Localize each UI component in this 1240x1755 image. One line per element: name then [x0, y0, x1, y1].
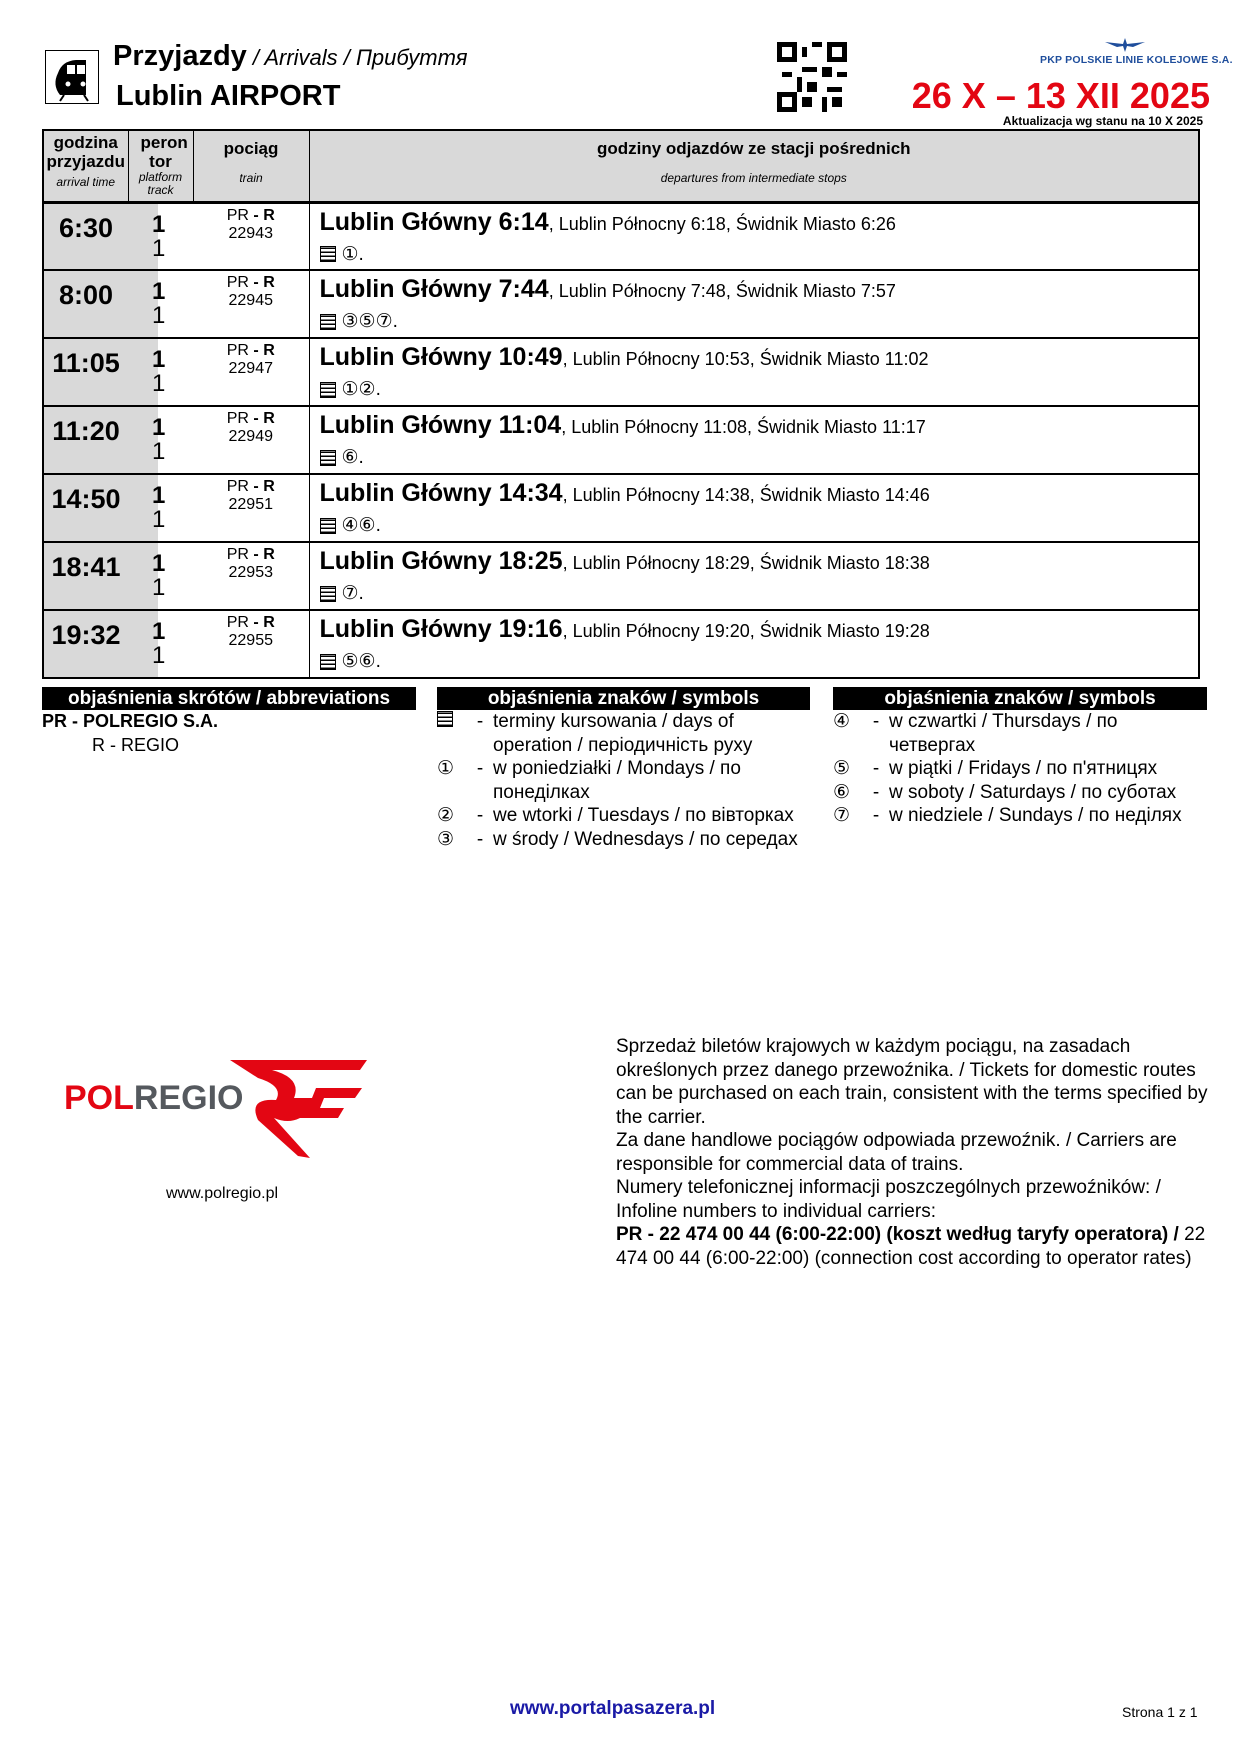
train-number: 22953: [228, 564, 273, 581]
symbol-description: terminy kursowania / days of operation / періодичність руху: [493, 711, 753, 756]
ticket-info: [616, 1035, 1216, 1270]
other-stops: , Lublin Północny 19:20, Świdnik Miasto 19:28: [562, 621, 930, 641]
carrier: PR: [226, 342, 249, 359]
symbols-heading-2: objaśnienia znaków / symbols: [833, 687, 1207, 710]
col-train: pociąg train: [193, 130, 309, 202]
calendar-icon: [320, 654, 336, 670]
legend-item: ① - w poniedziałki / Mondays / по понеділках: [437, 757, 807, 804]
title-translations: / Arrivals / Прибуття: [246, 45, 468, 70]
symbol-description: w niedziele / Sundays / по неділях: [889, 805, 1182, 826]
operating-days: ⑤⑥.: [320, 650, 1199, 673]
operating-days: ①②.: [320, 378, 1199, 401]
train: PR - R 22949: [193, 406, 309, 474]
symbol-description: w piątki / Fridays / по п'ятницях: [889, 758, 1158, 779]
other-stops: , Lublin Północny 6:18, Świdnik Miasto 6:26: [548, 213, 896, 234]
polregio-logo: [62, 1058, 382, 1163]
svg-text:POLREGIO: POLREGIO: [64, 1079, 244, 1117]
legend-item: ④ - w czwartki / Thursdays / по четвергах: [833, 710, 1207, 757]
pkp-logo-text: PKP POLSKIE LINIE KOLEJOWE S.A.: [1040, 54, 1233, 66]
arrival-time: 14:50: [43, 474, 128, 542]
table-row: [43, 202, 1199, 270]
polregio-url[interactable]: www.polregio.pl: [166, 1185, 279, 1202]
calendar-icon: [320, 450, 336, 466]
category: R: [263, 546, 275, 563]
operating-days: ①.: [320, 243, 1199, 266]
intermediate-stops: [309, 406, 1199, 474]
legend-item: ② - we wtorki / Tuesdays / по вівторках: [437, 804, 807, 828]
main-stop: Lublin Główny 11:04: [319, 411, 562, 439]
track: 1: [152, 234, 166, 262]
category: R: [263, 478, 275, 495]
track: 1: [152, 370, 166, 397]
qr-code: [777, 42, 847, 112]
symbol: ①: [437, 758, 455, 779]
track: 1: [152, 438, 166, 465]
legend-item: ③ - w środy / Wednesdays / по середах: [437, 828, 807, 852]
other-stops: , Lublin Północny 10:53, Świdnik Miasto 11:02: [562, 349, 929, 369]
update-note: Aktualizacja wg stanu na 10 X 2025: [1002, 114, 1203, 128]
other-stops: , Lublin Północny 14:38, Świdnik Miasto 14:46: [562, 485, 930, 505]
category: R: [263, 206, 275, 224]
track: 1: [152, 642, 166, 669]
symbols-heading-1: objaśnienia znaków / symbols: [437, 687, 810, 710]
intermediate-stops: [309, 202, 1199, 270]
table-row: [43, 338, 1199, 406]
arrival-time: 11:05: [43, 338, 128, 406]
train: PR - R 22945: [193, 270, 309, 338]
main-stop: Lublin Główny 10:49: [319, 343, 563, 371]
other-stops: , Lublin Północny 11:08, Świdnik Miasto 11:17: [561, 417, 926, 437]
pkp-plk-logo: [1040, 38, 1233, 66]
main-stop: Lublin Główny 19:16: [319, 615, 563, 643]
arrival-time: 19:32: [43, 610, 128, 678]
info-phone: PR - 22 474 00 44 (6:00-22:00) (koszt według taryfy operatora) / 22 474 00 44 (6:00-22:00) (connection cost according to operator rates): [616, 1224, 1206, 1269]
train-number: 22949: [228, 428, 273, 445]
category: R: [263, 342, 275, 359]
info-tickets: Sprzedaż biletów krajowych w każdym pociągu, na zasadach określonych przez danego przewoźnika. / Tickets for domestic routes can be purchased on each train, consistent with the terms specified by the carrier.: [616, 1036, 1208, 1128]
carrier: PR: [226, 478, 249, 495]
train-icon: [45, 50, 99, 104]
platform: 1: [152, 618, 166, 645]
main-stop: Lublin Główny 14:34: [319, 479, 563, 507]
track: 1: [152, 574, 166, 601]
table-row: [43, 270, 1199, 338]
platform-track: [128, 338, 193, 406]
operating-days: ④⑥.: [320, 514, 1199, 537]
platform-track: [128, 270, 193, 338]
category: R: [263, 410, 275, 427]
platform: 1: [152, 346, 166, 373]
intermediate-stops: [309, 338, 1199, 406]
carrier: PR: [226, 614, 249, 631]
carrier: PR: [226, 410, 249, 427]
legend-item: - terminy kursowania / days of operation / періодичність руху: [437, 710, 807, 757]
symbol: ④: [833, 711, 851, 732]
table-row: [43, 474, 1199, 542]
legend-item: ⑤ - w piątki / Fridays / по п'ятницях: [833, 757, 1207, 781]
symbols-list-1: [437, 710, 807, 851]
train-number: 22955: [228, 632, 273, 649]
operating-days: ③⑤⑦.: [320, 310, 1199, 333]
platform-track: [128, 542, 193, 610]
portal-link[interactable]: www.portalpasazera.pl: [510, 1698, 716, 1719]
col-stops: godziny odjazdów ze stacji pośrednich departures from intermediate stops: [309, 130, 1199, 202]
arrival-time: 11:20: [43, 406, 128, 474]
info-infoline: Numery telefonicznej informacji poszczególnych przewoźników: / Infoline numbers to individual carriers:: [616, 1177, 1161, 1222]
table-row: [43, 610, 1199, 678]
train: PR - R 22953: [193, 542, 309, 610]
abbreviations-list: [42, 710, 412, 757]
platform-track: [128, 474, 193, 542]
carrier: PR: [226, 274, 249, 291]
train-number: 22943: [228, 224, 273, 242]
train-number: 22951: [228, 496, 273, 513]
platform: 1: [152, 210, 166, 238]
main-stop: Lublin Główny 7:44: [319, 275, 549, 303]
category: R: [263, 274, 275, 291]
table-row: [43, 542, 1199, 610]
train: PR - R 22955: [193, 610, 309, 678]
arrivals-table: [42, 129, 1200, 679]
platform: 1: [152, 278, 166, 305]
track: 1: [152, 302, 166, 329]
calendar-icon: [320, 246, 336, 262]
title-pl: Przyjazdy: [113, 40, 247, 72]
platform-track: [128, 202, 193, 270]
train: PR - R 22947: [193, 338, 309, 406]
train: PR - R 22943: [193, 202, 309, 270]
carrier: PR: [226, 206, 249, 224]
info-carriers: Za dane handlowe pociągów odpowiada przewoźnik. / Carriers are responsible for commercial data of trains.: [616, 1130, 1177, 1175]
main-stop: Lublin Główny 6:14: [319, 207, 549, 236]
train-number: 22945: [228, 292, 273, 309]
calendar-icon: [437, 711, 453, 727]
platform-track: [128, 610, 193, 678]
symbol: [437, 710, 467, 757]
arrival-time: 6:30: [43, 202, 128, 270]
platform: 1: [152, 550, 166, 577]
platform: 1: [152, 482, 166, 509]
arrival-time: 18:41: [43, 542, 128, 610]
platform-track: [128, 406, 193, 474]
operating-days: ⑥.: [320, 446, 1199, 469]
other-stops: , Lublin Północny 18:29, Świdnik Miasto 18:38: [562, 553, 930, 573]
page-number: Strona 1 z 1: [1122, 1704, 1198, 1720]
legend-item: ⑥ - w soboty / Saturdays / по суботах: [833, 781, 1207, 805]
abbreviations-heading: objaśnienia skrótów / abbreviations: [42, 687, 416, 710]
carrier: PR: [226, 546, 249, 563]
other-stops: , Lublin Północny 7:48, Świdnik Miasto 7:57: [548, 281, 896, 301]
arrival-time: 8:00: [43, 270, 128, 338]
intermediate-stops: [309, 610, 1199, 678]
col-arrival-time: godzina przyjazdu arrival time: [43, 130, 128, 202]
main-stop: Lublin Główny 18:25: [319, 547, 563, 575]
operating-days: ⑦.: [320, 582, 1199, 605]
train-number: 22947: [228, 360, 273, 377]
col-platform: peron tor platform track: [128, 130, 193, 202]
symbol-description: w poniedziałki / Mondays / по понеділках: [493, 758, 741, 803]
intermediate-stops: [309, 474, 1199, 542]
calendar-icon: [320, 586, 336, 602]
abbr-category: R - REGIO: [92, 734, 180, 755]
symbol-description: w czwartki / Thursdays / по четвергах: [889, 711, 1118, 756]
symbol: ②: [437, 805, 455, 826]
symbol: ⑥: [833, 781, 851, 803]
table-row: [43, 406, 1199, 474]
calendar-icon: [320, 518, 336, 534]
intermediate-stops: [309, 270, 1199, 338]
legend-item: ⑦ - w niedziele / Sundays / по неділях: [833, 804, 1207, 828]
track: 1: [152, 506, 166, 533]
station-name: Lublin AIRPORT: [116, 80, 341, 112]
train: PR - R 22951: [193, 474, 309, 542]
symbols-list-2: [833, 710, 1207, 828]
symbol-description: w soboty / Saturdays / по суботах: [889, 781, 1177, 803]
symbol: ⑤: [833, 758, 851, 779]
category: R: [263, 614, 275, 631]
calendar-icon: [320, 382, 336, 398]
abbr-carrier: PR - POLREGIO S.A.: [42, 711, 219, 731]
symbol-description: we wtorki / Tuesdays / по вівторках: [493, 805, 794, 826]
symbol: ⑦: [833, 805, 851, 826]
symbol: ③: [437, 828, 455, 850]
validity-period: 26 X – 13 XII 2025: [911, 75, 1210, 116]
platform: 1: [152, 414, 166, 441]
symbol-description: w środy / Wednesdays / по середах: [493, 828, 798, 850]
intermediate-stops: [309, 542, 1199, 610]
calendar-icon: [320, 314, 336, 330]
page-title: [113, 40, 467, 73]
